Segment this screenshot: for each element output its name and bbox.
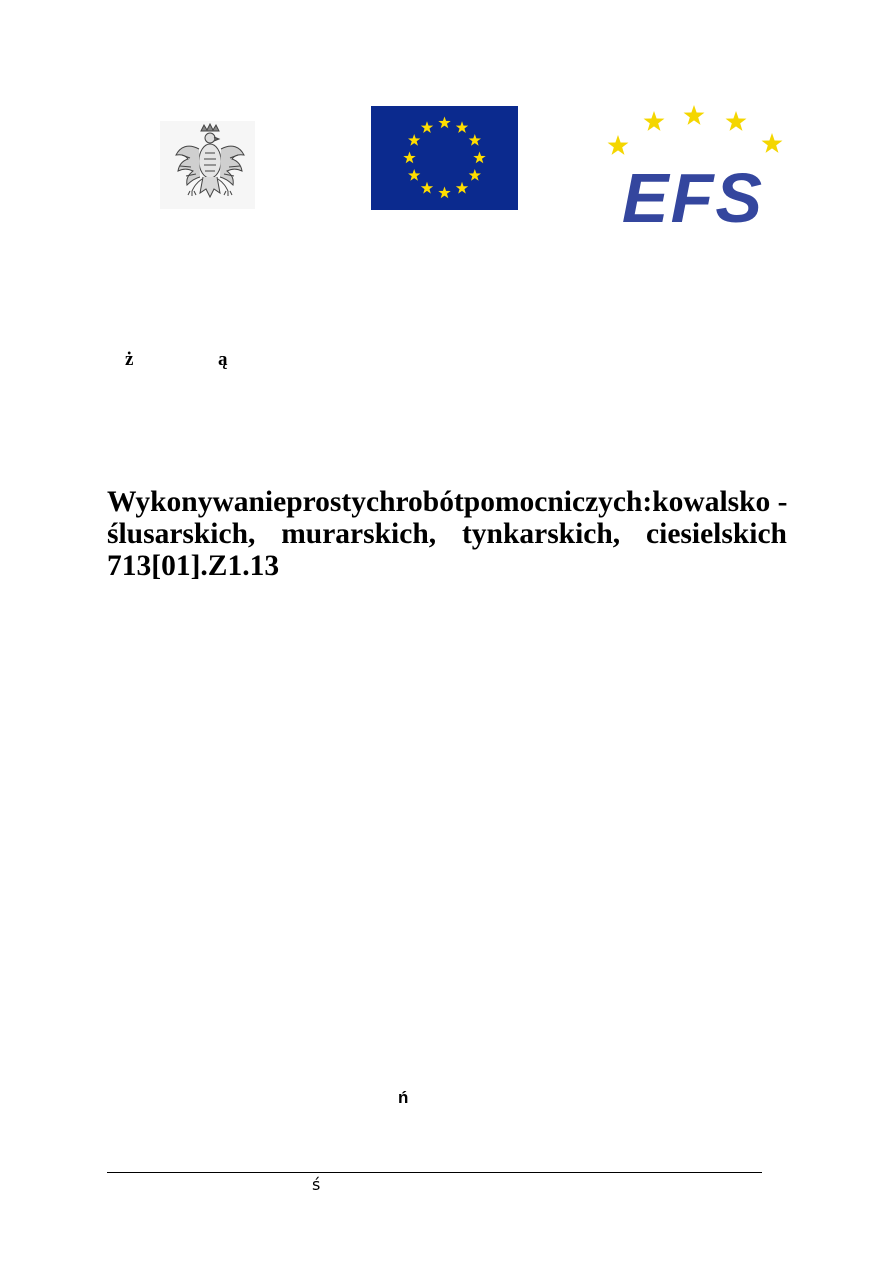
efs-star-icon (684, 105, 705, 125)
efs-star-icon (644, 111, 665, 131)
title-word: ślusarskich, (107, 518, 256, 550)
efs-star-icon (762, 133, 783, 153)
efs-logo (598, 100, 788, 230)
footer-fragment-2: ś (312, 1175, 321, 1194)
title-word: kowalsko - (652, 486, 788, 518)
title-word: tynkarskich, (461, 518, 621, 550)
title-word: ciesielskich (646, 518, 787, 550)
footer-fragment-1: ń (398, 1088, 409, 1107)
title-word: prostych (286, 486, 396, 518)
footer-divider (107, 1172, 762, 1173)
efs-star-icon (726, 111, 747, 131)
title-word: Wykonywanie (107, 486, 287, 518)
eu-flag-icon (371, 106, 518, 210)
efs-star-icon (608, 135, 629, 155)
title-word: murarskich, (281, 518, 437, 550)
title-line-3: 713[01].Z1.13 (107, 550, 280, 582)
efs-logo-text: EFS (621, 159, 765, 230)
title-word: robót (395, 486, 464, 518)
title-word: pomocniczych: (463, 486, 653, 518)
title-line-1 (107, 486, 787, 518)
document-title (107, 486, 787, 582)
header-fragment-2: ą (218, 349, 228, 370)
title-line-2 (107, 518, 787, 550)
header-fragment-1: ż (125, 349, 134, 370)
polish-eagle-emblem-icon (160, 121, 255, 209)
